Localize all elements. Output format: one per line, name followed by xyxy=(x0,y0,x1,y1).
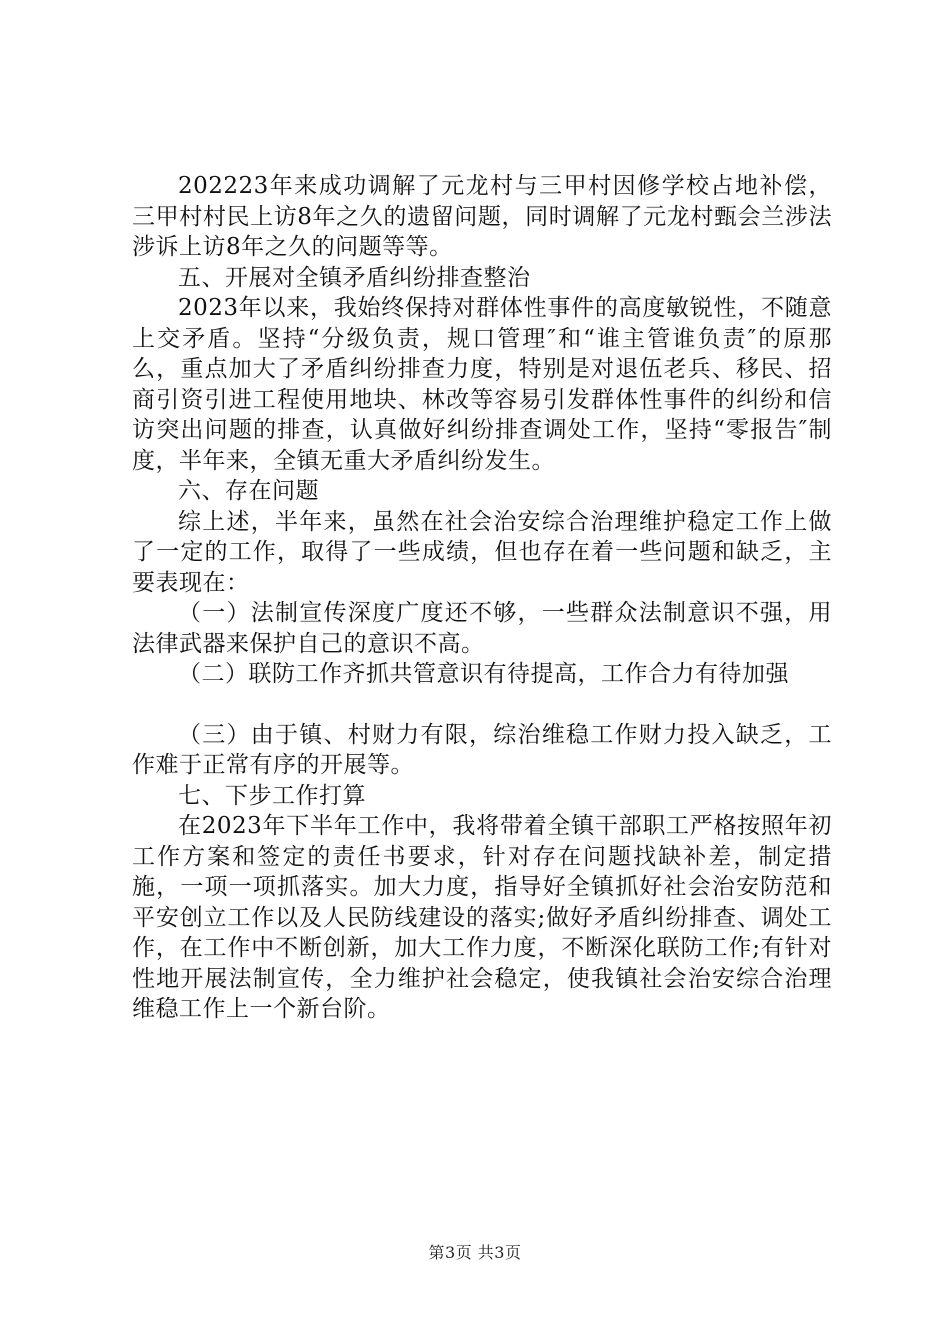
paragraph-problems-summary: 综上述，半年来，虽然在社会治安综合治理维护稳定工作上做了一定的工作，取得了一些成绩，但也存在着一些问题和缺乏，主要表现在： xyxy=(132,508,832,596)
paragraph-mediation-results: 202223年来成功调解了元龙村与三甲村因修学校占地补偿，三甲村村民上访8年之久的遗留问题，同时调解了元龙村甄会兰涉法涉诉上访8年之久的问题等等。 xyxy=(132,173,832,260)
heading-section-seven: 七、下步工作打算 xyxy=(178,782,366,809)
paragraph-next-plan: 在2023年下半年工作中，我将带着全镇干部职工严格按照年初工作方案和签定的责任书要求，针对存在问题找缺补差，制定措施，一项一项抓落实。加大力度，指导好全镇抓好社会治安防范和平安创立工作以及人民防线建设的落实;做好矛盾纠纷排查、调处工作，在工作中不断创新，加大工作力度，不断深化联防工作;有针对性地开展法制宣传，全力维护社会稳定，使我镇社会治安综合治理维稳工作上一个新台阶。 xyxy=(132,813,832,1022)
paragraph-gap xyxy=(132,690,832,720)
document-body xyxy=(132,171,832,1025)
list-item-problem-three: （三）由于镇、村财力有限，综治维稳工作财力投入缺乏，工作难于正常有序的开展等。 xyxy=(132,721,832,778)
list-item-problem-two: （二）联防工作齐抓共管意识有待提高，工作合力有待加强 xyxy=(178,661,789,687)
page-number-footer: 第3页 共3页 xyxy=(428,1243,522,1262)
paragraph-dispute-screening: 2023年以来，我始终保持对群体性事件的高度敏锐性，不随意上交矛盾。坚持“分级负责，规口管理″和“谁主管谁负责″的原那么，重点加大了矛盾纠纷排查力度，特别是对退伍老兵、移民、招商引资引进工程使用地块、林改等容易引发群体性事件的纠纷和信访突出问题的排查，认真做好纠纷排查调处工作，坚持“零报告″制度，半年来，全镇无重大矛盾纠纷发生。 xyxy=(132,295,832,474)
heading-section-six: 六、存在问题 xyxy=(178,478,319,504)
heading-section-five: 五、开展对全镇矛盾纠纷排查整治 xyxy=(178,264,531,291)
list-item-problem-one: （一）法制宣传深度广度还不够，一些群众法制意识不强，用法律武器来保护自己的意识不高。 xyxy=(132,600,832,657)
